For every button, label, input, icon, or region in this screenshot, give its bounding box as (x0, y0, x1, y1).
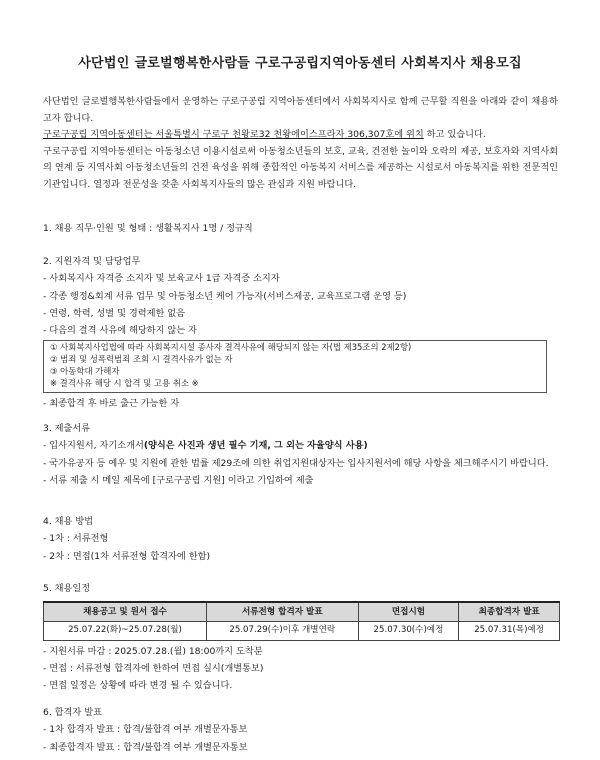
list-item: - 1차 합격자 발표 : 합격/불합격 여부 개별문자통보 (43, 724, 248, 736)
disqualification-box (43, 340, 547, 392)
section-4-heading: 4. 채용 방법 (43, 516, 94, 527)
table-header: 서류전형 합격자 발표 (206, 602, 358, 622)
list-item: - 2차 : 면접(1차 서류전형 합격자에 한함) (43, 550, 211, 562)
section-5 (43, 580, 560, 694)
box-line: ③ 아동학대 가해자 (50, 366, 120, 377)
intro-paragraph-2: 구로구공립 지역아동센터는 아동청소년 이용시설로써 아동청소년들의 보호, 교육, 건전한 놀이와 오락의 제공, 보호자와 지역사회의 연계 등 지역사회 아동청소년들의 건전 육성을 위해 종합적인 아동복지 서비스를 제공하는 시설로서 아동복지를 위한 전문적인 기관입니다. 열정과 전문성을 갖춘 사회복지사들의 많은 관심과 지원 바랍니다. (43, 145, 558, 190)
list-item: - 1차 : 서류전형 (43, 533, 109, 545)
table-header: 최종합격자 발표 (459, 602, 560, 622)
docs-plain: - 입사지원서, 자기소개서 (43, 440, 144, 452)
list-item: - 면접 일정은 상황에 따라 변경 될 수 있습니다. (43, 680, 233, 692)
list-item: - 연령, 학력, 성별 및 경력제한 없음 (43, 307, 186, 319)
table-header: 면접시험 (358, 602, 459, 622)
section-2 (43, 253, 560, 412)
intro-location (43, 127, 558, 144)
list-item: - 지원서류 마감 : 2025.07.28.(월) 18:00까지 도착분 (43, 645, 263, 657)
list-item: - 국가유공자 등 예우 및 지원에 관한 법률 제29조에 의한 취업지원대상자는 입사지원서에 해당 사항을 체크해주시기 바랍니다. (43, 457, 549, 469)
location-rest: 하고 있습니다. (423, 129, 486, 140)
location-underlined: 구로구공립 지역아동센터는 서울특별시 구로구 천왕로32 천왕에이스프라자 306,307호에 위치 (43, 129, 424, 140)
list-item: - 최종합격자 발표 : 합격/불합격 여부 개별문자통보 (43, 741, 248, 753)
list-item: - 사회복지사 자격증 소지자 및 보육교사 1급 자격증 소지자 (43, 273, 280, 285)
docs-bold-note: (양식은 사진과 생년 필수 기재, 그 외는 자율양식 사용) (143, 440, 368, 452)
table-row (44, 622, 560, 640)
section-1 (43, 220, 560, 237)
box-line: ① 사회복지사업법에 따라 사회복지시설 종사자 결격사유에 해당되지 않는 자(법 제35조의 2제2항) (50, 342, 412, 353)
table-header: 채용공고 및 원서 접수 (44, 602, 207, 622)
section-6 (43, 704, 560, 756)
section-3-heading: 3. 제출서류 (43, 423, 91, 434)
schedule-table (43, 601, 560, 640)
section-1-heading: 1. 채용 직무·인원 및 형태 : 생활복지사 1명 / 정규직 (43, 223, 253, 234)
intro-paragraph-1: 사단법인 글로벌행복한사람들에서 운영하는 구로구공립 지역아동센터에서 사회복지사로 함께 근무할 직원을 아래와 같이 채용하고자 합니다. (43, 96, 558, 124)
section-6-heading: 6. 합격자 발표 (43, 707, 102, 718)
section-3 (43, 420, 560, 489)
section-4 (43, 513, 560, 565)
section-2-heading: 2. 지원자격 및 담당업무 (43, 256, 141, 267)
list-item (43, 437, 560, 454)
box-line: ※ 결격사유 해당 시 합격 및 고용 취소 ※ (50, 377, 199, 388)
list-item: - 최종합격 후 바로 출근 가능한 자 (43, 397, 180, 409)
section-5-heading: 5. 채용일정 (43, 583, 91, 594)
box-line: ② 범죄 및 성폭력범죄 조회 시 결격사유가 없는 자 (50, 354, 233, 365)
table-cell: 25.07.29(수)이후 개별연락 (206, 622, 358, 640)
table-cell: 25.07.31(목)예정 (459, 622, 560, 640)
list-item: - 다음의 결격 사유에 해당하지 않는 자 (43, 325, 197, 337)
list-item: - 면접 : 서류전형 합격자에 한하여 면접 실시(개별통보) (43, 662, 264, 674)
schedule-notes (43, 643, 560, 695)
intro-block (43, 94, 558, 193)
table-header-row (44, 602, 560, 622)
list-item: - 각종 행정&회계 서류 업무 및 아동청소년 케어 가능자(서비스제공, 교육프로그램 운영 등) (43, 290, 407, 302)
page-title: 사단법인 글로벌행복한사람들 구로구공립지역아동센터 사회복지사 채용모집 (78, 56, 522, 71)
table-cell: 25.07.22(화)~25.07.28(월) (44, 622, 207, 640)
list-item: - 서류 제출 시 메일 제목에 [구로구공립 지원] 이라고 기입하여 제출 (43, 474, 314, 486)
table-cell: 25.07.30(수)예정 (358, 622, 459, 640)
